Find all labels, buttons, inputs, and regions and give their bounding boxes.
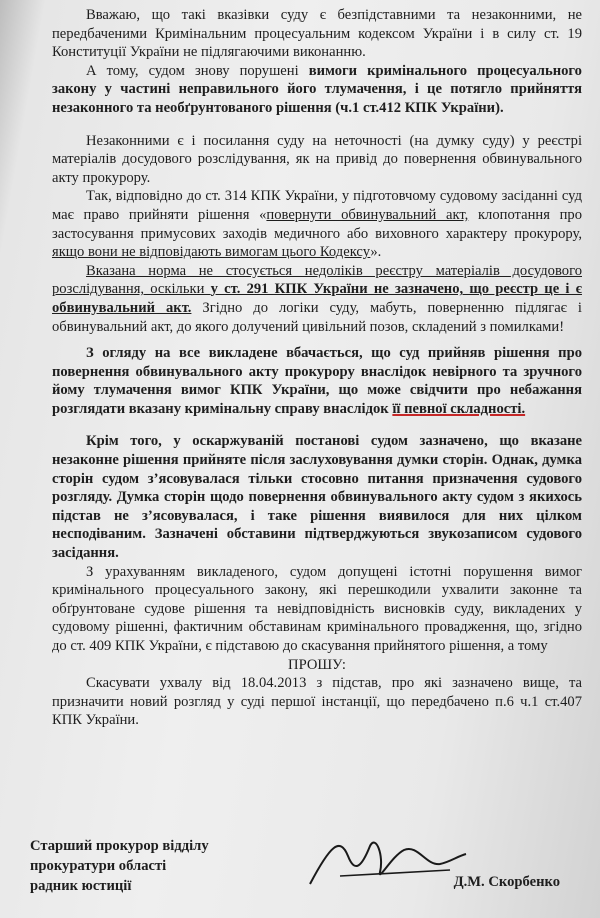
request-text: Скасувати ухвалу від 18.04.2013 з підстав, про які зазначено вище, та призначити новий розгляд у суді першої інстанції, що передбачено п.6 ч.1 ст.407 КПК України.: [52, 675, 582, 729]
paragraph-8: З урахуванням викладеного, судом допущені істотні порушення вимог кримінального процесуального закону, які перешкодили ухвалити законне та обґрунтоване судове рішення та невідповідність висновків суду, викладених у судовому рішенні, фактичним обставинам кримінального провадження, що, згідно до ст. 409 КПК України, є підставою до скасування прийнятого рішення, а тому: [52, 563, 582, 654]
signature-block: [30, 826, 590, 906]
paragraph-7: Крім того, у оскаржуваній постанові судом зазначено, що вказане незаконне рішення прийняте після заслуховування думки сторін. Однак, думка сторін судом з’ясовувалася тільки стосовно питання призначення судового розгляду. Думка сторін щодо повернення обвинувального акту судом з якихось підстав не з’ясовувалася, і таке рішення виявилося для них цілком несподіваним. Зазначені обставини підтверджуються звукозаписом судового засідання.: [52, 433, 582, 562]
handwritten-signature-icon: [300, 826, 470, 896]
signatory-title: Старший прокурор відділу прокуратури області радник юстиції: [30, 838, 209, 894]
paragraph-1: Вважаю, що такі вказівки суду є безпідставними та незаконними, не передбаченими Кримінальним процесуальним кодексом України і в силу ст. 19 Конституції України не підлягаючими виконанню.: [52, 7, 582, 61]
paragraph-5: Вказана норма не стосується недоліків реєстру матеріалів досудового розслідування, оскільки у ст. 291 КПК України не зазначено, що реєстр це і є обвинувальний акт. Згідно до логіки суду, мабуть, поверненню підлягає і обвинувальний акт, до якого долучений цивільний позов, складений з помилками!: [52, 262, 582, 335]
paragraph-4: Так, відповідно до ст. 314 КПК України, у підготовчому судовому засіданні суд має право прийняти рішення «повернути обвинувальний акт, клопотання про застосування примусових заходів медичного або виховного характеру прокурору, якщо вони не відповідають вимогам цього Кодексу».: [52, 188, 582, 261]
signatory-name: Д.М. Скорбенко: [453, 874, 560, 890]
document-body: [52, 6, 582, 730]
request-heading: ПРОШУ:: [288, 656, 346, 673]
paragraph-2: А тому, судом знову порушені вимоги кримінального процесуального закону у частині неправильного його тлумачення, і це потягло прийняття незаконного та необґрунтованого рішення (ч.1 ст.412 КПК України).: [52, 62, 582, 116]
paragraph-6: З огляду на все викладене вбачається, що суд прийняв рішення про повернення обвинувального акту прокурору внаслідок невірного та зручного йому тлумачення вимог КПК України, що може свідчити про небажання розглядати вказану кримінальну справу внаслідок її певної складності.: [52, 345, 582, 417]
paragraph-3: Незаконними є і посилання суду на неточності (на думку суду) у реєстрі матеріалів досудового розслідування, як на привід до повернення обвинувального акту прокурору.: [52, 132, 582, 186]
